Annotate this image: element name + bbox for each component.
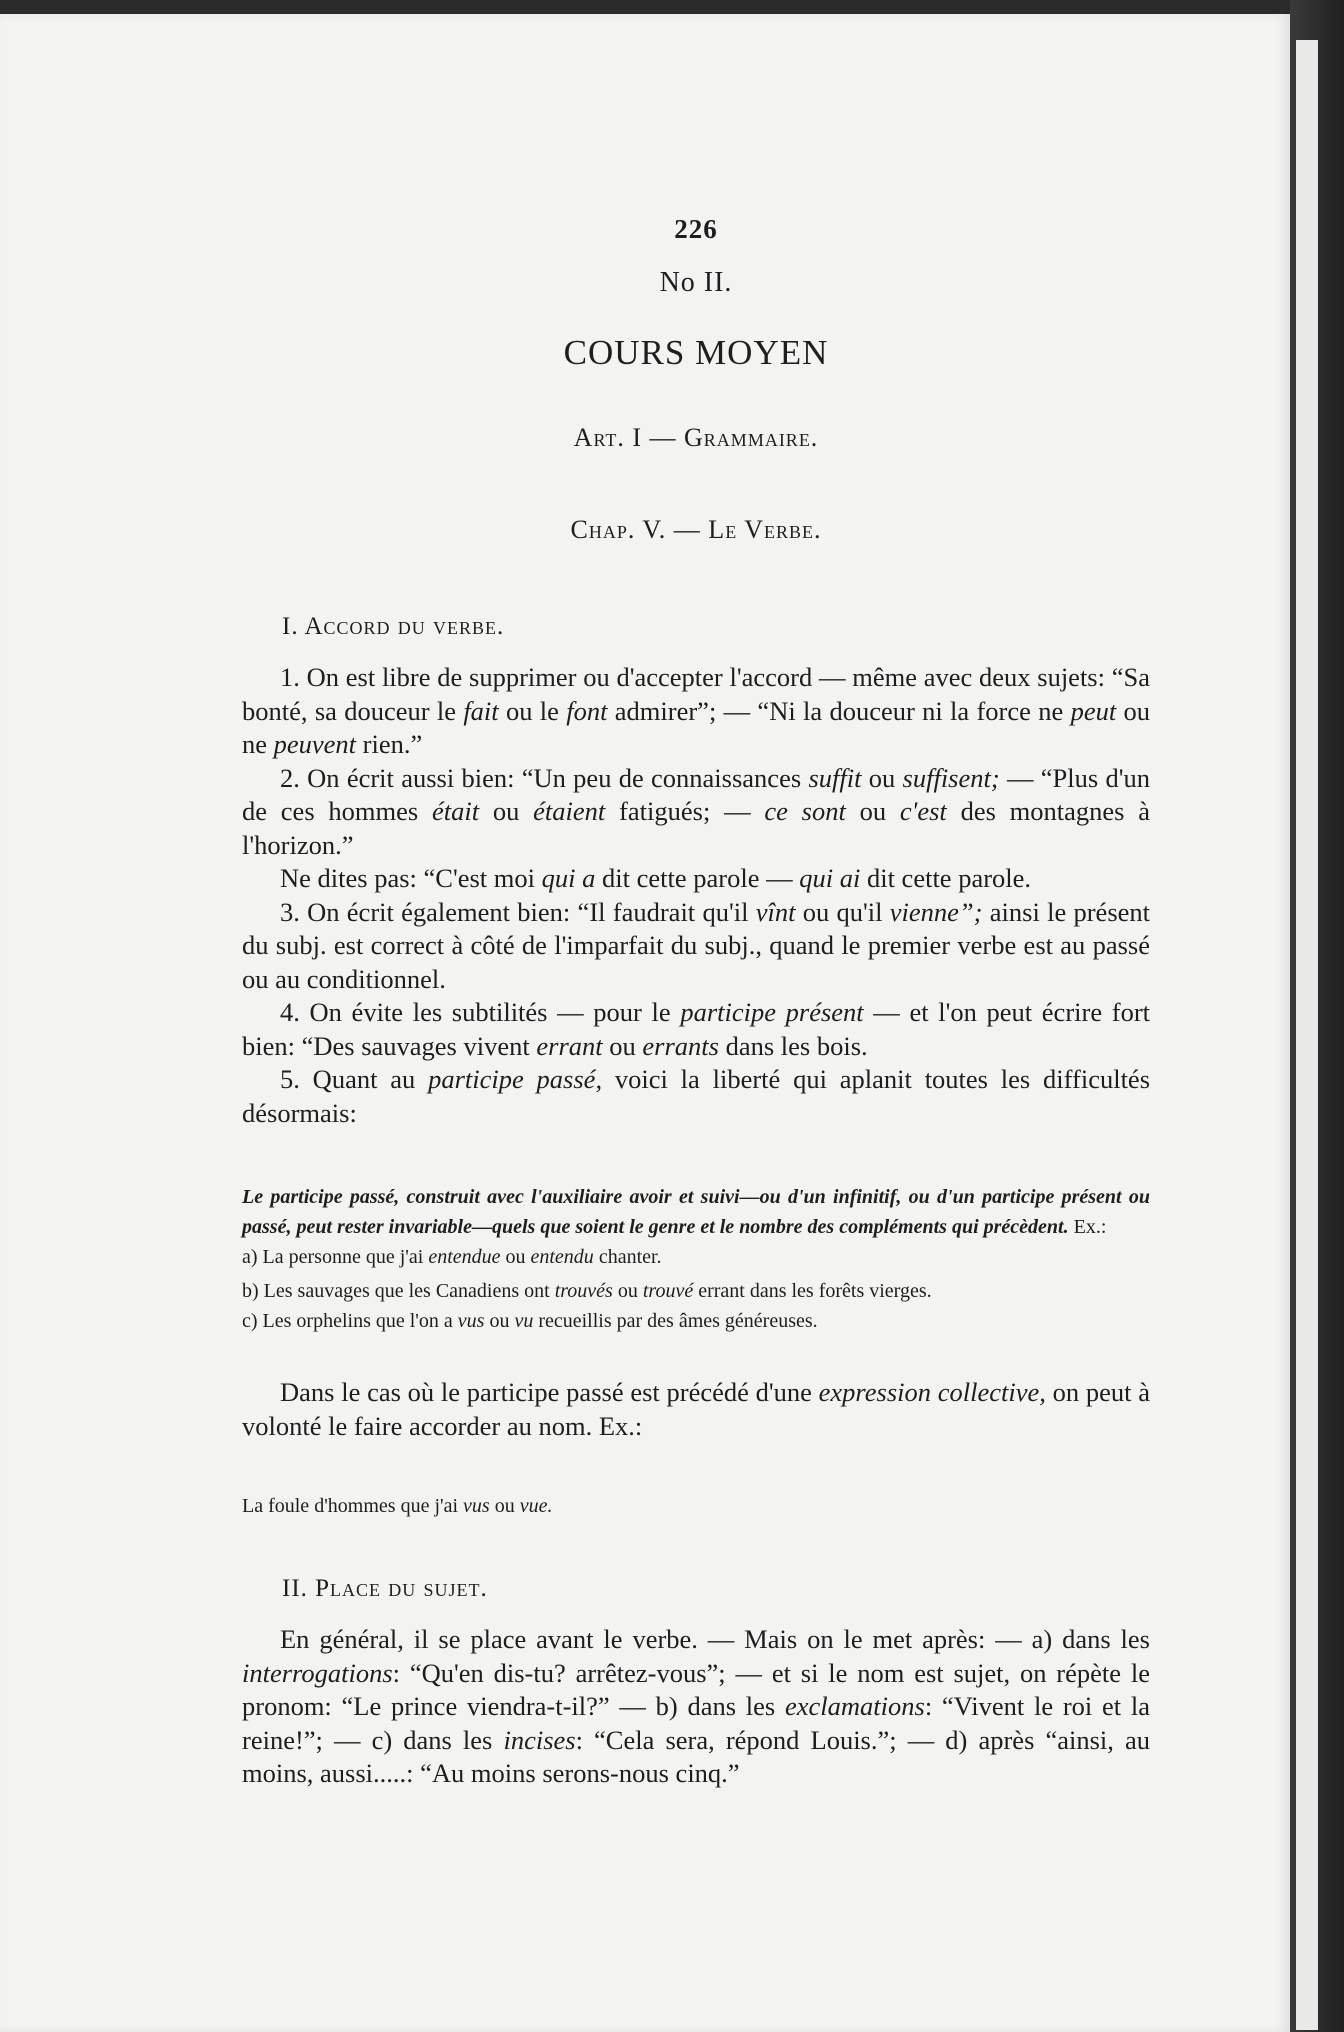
section-heading-place-du-sujet: II. Place du sujet. [282,1575,488,1602]
paragraph-1: 1. On est libre de supprimer ou d'accepter l'accord — même avec deux sujets: “Sa bonté, sa douceur le fait ou le font admirer”; — “Ni la douceur ni la force ne peut ou ne peuvent rien.” [242,662,1151,759]
paragraph-3: 3. On écrit également bien: “Il faudrait qu'il vînt ou qu'il vienne”; ainsi le présent du subj. est correct à côté de l'imparfait du subj., quand le premier verbe est au passé ou au conditionnel. [242,896,1151,994]
article-heading: Art. I — Grammaire. [573,423,819,452]
rule-text: Le participe passé, construit avec l'auxiliaire avoir et suivi—ou d'un infinitif, ou d'un participe présent ou passé, peut rester invariable—quels que soient le genre et le nombre des compléments qui précèdent. Ex.: [242,1186,1150,1238]
page-content [242,214,1150,1791]
document-number: No II. [659,267,733,298]
paragraph-2: 2. On écrit aussi bien: “Un peu de connaissances suffit ou suffisent; — “Plus d'un de ces hommes était ou étaient fatigués; — ce sont ou c'est des montagnes à l'horizon.” [242,762,1151,860]
collective-example: La foule d'hommes que j'ai vus ou vue. [242,1495,553,1517]
paragraph-5: 5. Quant au participe passé, voici la liberté qui aplanit toutes les difficultés désormais: [242,1064,1151,1128]
example-c: c) Les orphelins que l'on a vus ou vu recueillis par des âmes généreuses. [242,1310,818,1332]
example-b: b) Les sauvages que les Canadiens ont trouvés ou trouvé errant dans les forêts vierges. [242,1280,932,1302]
next-page-edge [1290,0,1344,2032]
section-heading-accord: I. Accord du verbe. [282,613,505,640]
chapter-heading: Chap. V. — Le Verbe. [570,515,822,544]
page-number: 226 [674,214,718,244]
paragraph-place-du-sujet: En général, il se place avant le verbe. — Mais on le met après: — a) dans les interrogations: “Qu'en dis-tu? arrêtez-vous”; — et si le nom est sujet, on répète le pronom: “Le prince viendra-t-il?” — b) dans les exclamations: “Vivent le roi et la reine!”; — c) dans les incises: “Cela sera, répond Louis.”; — d) après “ainsi, au moins, aussi.....: “Au moins serons-nous cinq.” [242,1624,1151,1788]
paragraph-collective: Dans le cas où le participe passé est précédé d'une expression collective, on peut à volonté le faire accorder au nom. Ex.: [242,1377,1150,1441]
paragraph-4: 4. On évite les subtilités — pour le participe présent — et l'on peut écrire fort bien: “Des sauvages vivent errant ou errants dans les bois. [242,997,1151,1061]
course-title: COURS MOYEN [563,333,829,372]
book-page [0,14,1290,2032]
rule-block [242,1182,1150,1336]
example-a: a) La personne que j'ai entendue ou entendu chanter. [242,1246,662,1268]
paragraph-ne-dites-pas: Ne dites pas: “C'est moi qui a dit cette parole — qui ai dit cette parole. [280,863,1032,893]
